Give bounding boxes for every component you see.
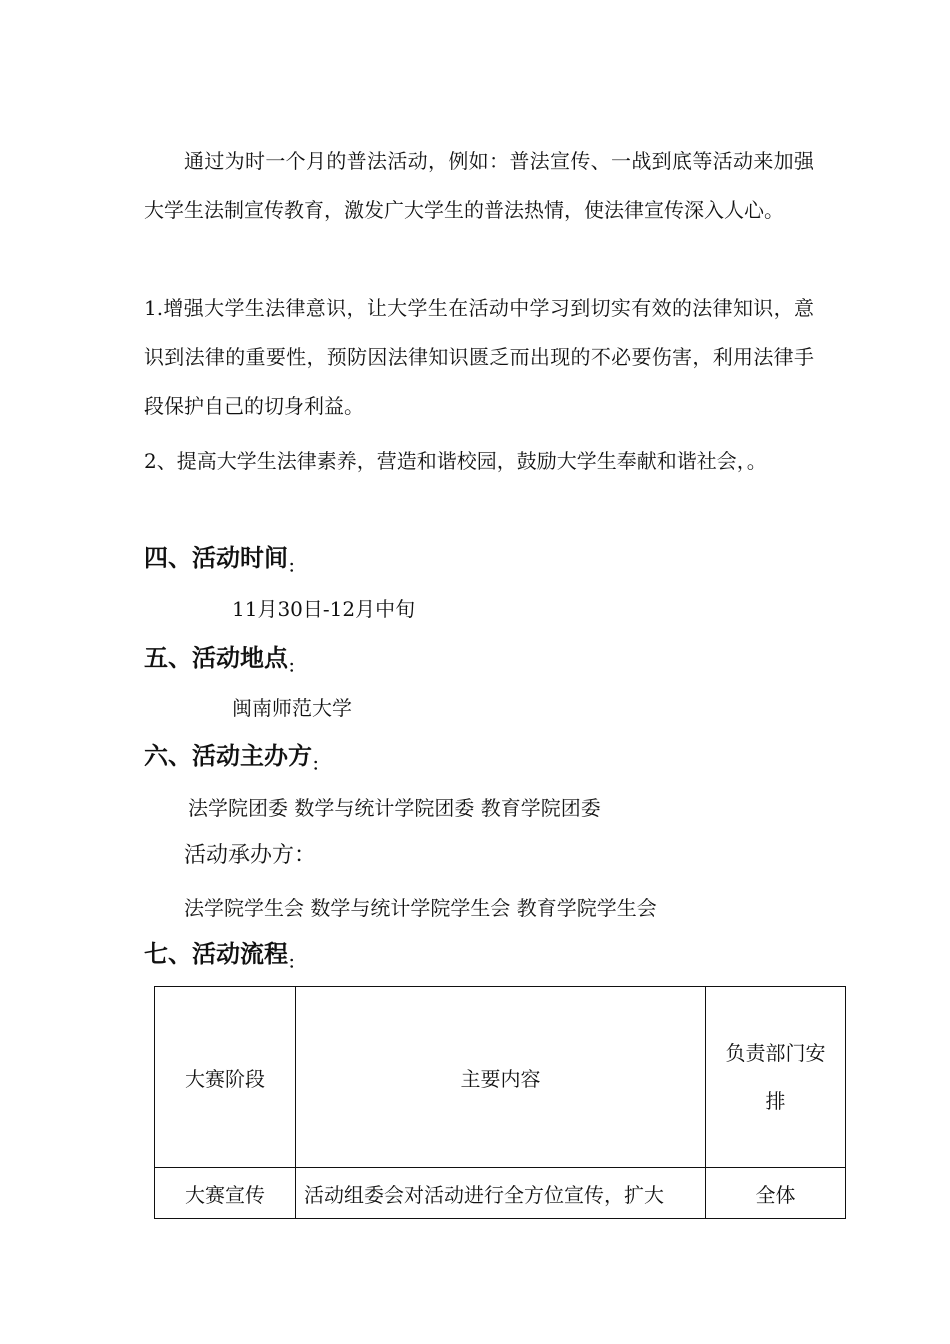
section-heading-flow (144, 938, 304, 979)
heading-text: 五、活动地点 (144, 643, 288, 672)
heading-colon: ： (288, 657, 305, 676)
intro-paragraph: 通过为时一个月的普法活动，例如：普法宣传、一战到底等活动来加强大学生法制宣传教育，激发广大学生的普法热情，使法律宣传深入人心。 (144, 149, 814, 222)
cell-content: 活动组委会对活动进行全方位宣传，扩大 (296, 1168, 706, 1219)
header-dept-line-2: 排 (765, 1089, 786, 1113)
section-heading-time (144, 542, 304, 583)
cell-dept: 全体 (706, 1168, 846, 1219)
header-dept-line-1: 负责部门安 (725, 1041, 826, 1065)
header-dept (706, 987, 846, 1168)
heading-text: 七、活动流程 (144, 939, 288, 968)
section-heading-place (144, 642, 304, 683)
organizer-list: 法学院学生会 数学与统计学院学生会 教育学院学生会 (184, 896, 657, 920)
header-content: 主要内容 (296, 987, 706, 1168)
cell-stage: 大赛宣传 (155, 1168, 296, 1219)
section-heading-host (144, 740, 328, 781)
activity-time: 11月30日-12月中旬 (232, 597, 416, 621)
table-header-row (155, 987, 846, 1168)
host-list: 法学院团委 数学与统计学院团委 教育学院团委 (188, 796, 601, 820)
organizer-heading: 活动承办方： (184, 843, 317, 868)
heading-text: 四、活动时间 (144, 543, 288, 572)
activity-flow-table (154, 986, 846, 1219)
heading-colon: ： (312, 755, 329, 774)
objective-2: 2、提高大学生法律素养，营造和谐校园，鼓励大学生奉献和谐社会，。 (144, 449, 767, 473)
heading-text: 六、活动主办方 (144, 741, 312, 770)
header-stage: 大赛阶段 (155, 987, 296, 1168)
objective-1: 1.增强大学生法律意识，让大学生在活动中学习到切实有效的法律知识，意识到法律的重要性，预防因法律知识匮乏而出现的不必要伤害，利用法律手段保护自己的切身利益。 (144, 296, 814, 418)
heading-colon: ： (288, 953, 305, 972)
heading-colon: ： (288, 557, 305, 576)
activity-place: 闽南师范大学 (232, 696, 352, 720)
table-row (155, 1168, 846, 1219)
